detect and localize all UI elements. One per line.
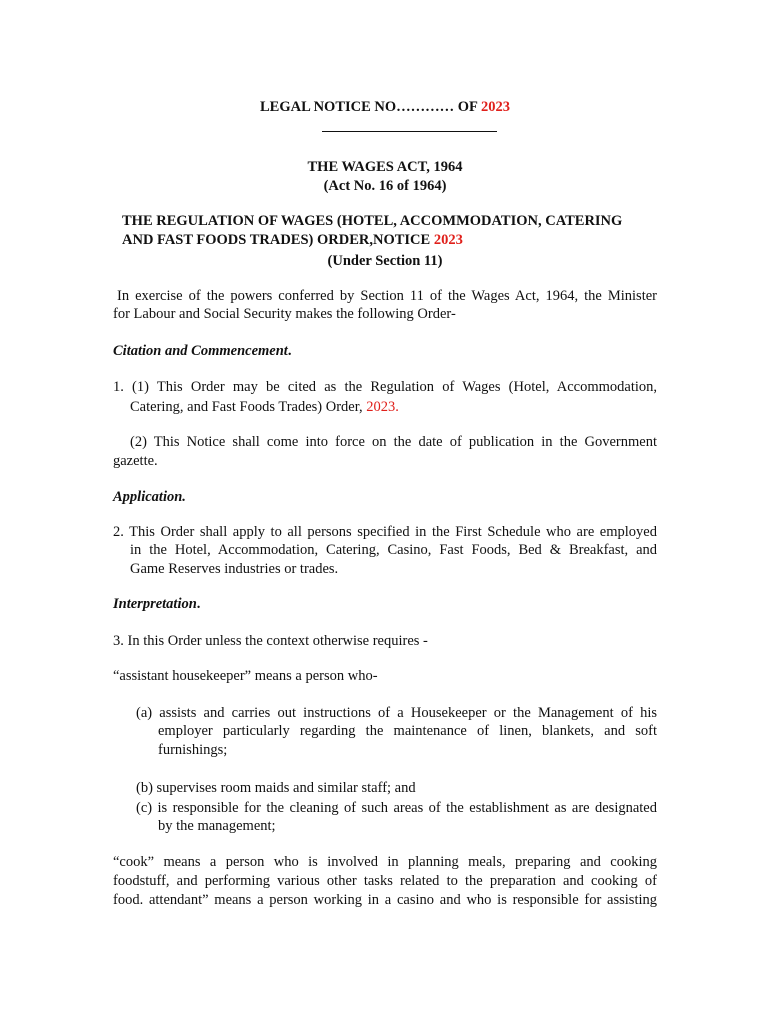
assistant-housekeeper-definition: “assistant housekeeper” means a person who- [113,668,378,684]
definition-item-a-line2: employer particularly regarding the maintenance of linen, blankets, and soft [158,723,657,739]
application-line1: 2. This Order shall apply to all persons specified in the First Schedule who are employed [113,524,657,540]
application-line2: in the Hotel, Accommodation, Catering, Casino, Fast Foods, Bed & Breakfast, and [130,542,657,558]
citation-heading [113,342,291,361]
definition-item-a-line3: furnishings; [158,742,228,758]
definition-item-a-line1: (a) assists and carries out instructions of a Housekeeper or the Management of his [136,705,657,721]
citation-p1-line2-text: Catering, and Fast Foods Trades) Order, [130,399,367,415]
title-underline [322,131,497,132]
citation-p1-line2 [130,398,399,417]
intro-line2: for Labour and Social Security makes the following Order- [113,306,456,322]
order-title-year: 2023 [433,232,463,248]
legal-notice-title-text: LEGAL NOTICE NO………… OF [259,99,482,115]
order-title-line2 [122,231,463,250]
citation-p2-line2: gazette. [113,453,158,469]
order-title-line1: THE REGULATION OF WAGES (HOTEL, ACCOMMODATION, CATERING [122,213,623,229]
intro-line1: In exercise of the powers conferred by Section 11 of the Wages Act, 1964, the Minister [117,288,657,304]
definition-item-c-line1: (c) is responsible for the cleaning of such areas of the establishment as are designated [136,800,657,816]
order-title-line2-text: AND FAST FOODS TRADES) ORDER,NOTICE [122,232,434,248]
cook-definition-line2: foodstuff, and performing various other tasks related to the preparation and cooking of [113,873,657,889]
citation-heading-punct: . [287,343,292,359]
definition-item-c-line2: by the management; [158,818,276,834]
interpretation-intro: 3. In this Order unless the context otherwise requires - [113,633,428,649]
act-number: (Act No. 16 of 1964) [323,178,447,194]
interpretation-heading [113,595,200,614]
legal-notice-year: 2023 [481,99,511,115]
citation-heading-text: Citation and Commencement [113,343,288,359]
cook-definition-line3: food. attendant” means a person working in a casino and who is responsible for assisting [113,892,657,908]
definition-item-b: (b) supervises room maids and similar staff; and [136,780,416,796]
citation-p1-line1: 1. (1) This Order may be cited as the Regulation of Wages (Hotel, Accommodation, [113,379,657,395]
act-name: THE WAGES ACT, 1964 [307,159,463,175]
cook-definition-line1: “cook” means a person who is involved in planning meals, preparing and cooking [113,854,657,870]
interpretation-heading-text: Interpretation [113,596,197,612]
citation-year: 2023. [366,399,399,415]
order-section: (Under Section 11) [327,253,443,269]
interpretation-heading-punct: . [196,596,201,612]
application-heading: Application. [113,489,186,505]
legal-notice-title [0,98,770,117]
citation-p2-line1: (2) This Notice shall come into force on the date of publication in the Government [130,434,657,450]
application-line3: Game Reserves industries or trades. [130,561,339,577]
